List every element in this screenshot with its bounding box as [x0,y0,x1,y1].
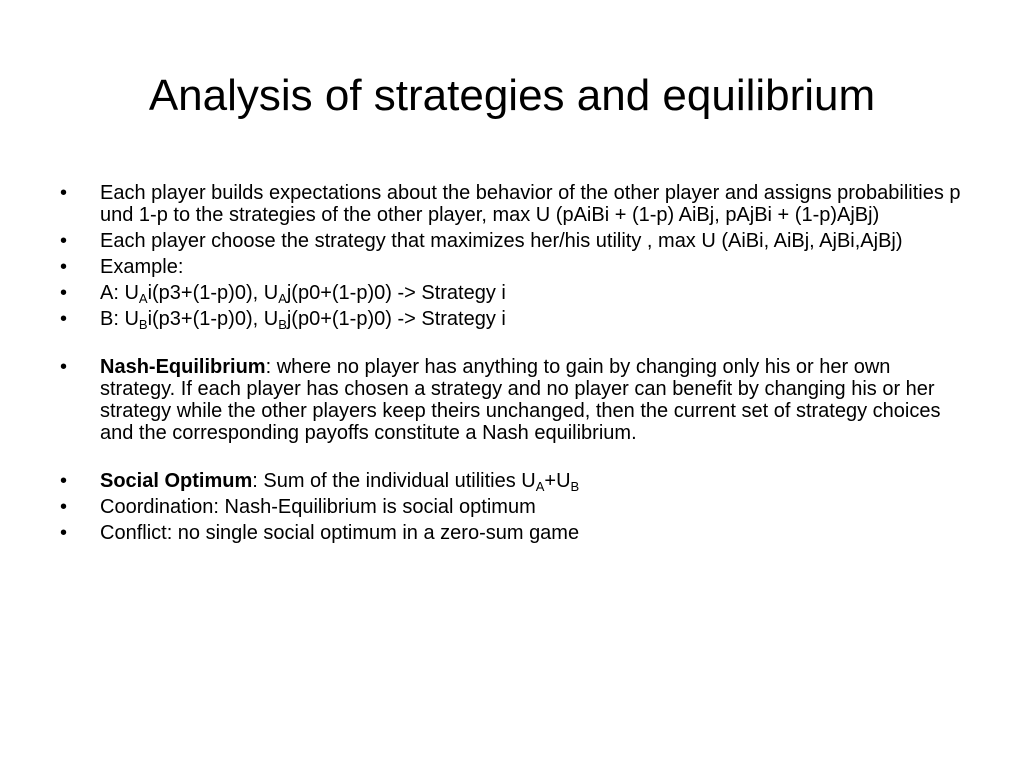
term-heading: Social Optimum [100,470,253,492]
bullet-glyph: • [60,308,68,330]
formula-middle: i(p3+(1-p)0), U [147,282,279,304]
formula-suffix: j(p0+(1-p)0) -> Strategy i [286,308,506,330]
formula-middle: i(p3+(1-p)0), U [147,308,279,330]
bullet-glyph: • [60,522,68,544]
bullet-glyph: • [60,470,68,492]
slide-title: Analysis of strategies and equilibrium [148,71,876,120]
bullet-text: : where no player has anything to gain by changing only his or her own strategy. If each player has chosen a strategy and no player can benefit by changing his or her strategy while the other players keep theirs unchanged, then the current set of strategy choices and the corresponding payoffs constitute a Nash equilibrium. [100,356,941,444]
bullet-example-a [60,282,970,304]
formula-subscript: A [535,479,545,494]
bullet-expectations [60,182,970,226]
formula-suffix: j(p0+(1-p)0) -> Strategy i [286,282,506,304]
bullet-glyph: • [60,282,68,304]
bullet-glyph: • [60,356,68,378]
formula-subscript: B [138,317,148,332]
formula-prefix: A: U [100,282,139,304]
bullet-glyph: • [60,256,68,278]
bullet-glyph: • [60,230,68,252]
bullet-maximize [60,230,970,252]
bullet-text: : Sum of the individual utilities U [252,470,536,492]
bullet-text: Conflict: no single social optimum in a zero-sum game [100,522,580,544]
bullet-text: Example: [100,256,184,278]
bullet-nash-equilibrium [60,356,970,444]
bullet-text: Each player choose the strategy that maximizes her/his utility , max U (AiBi, AiBj, AjBi,AjBj) [100,230,903,252]
bullet-example-b [60,308,970,330]
bullet-text: Each player builds expectations about the behavior of the other player and assigns probabilities p und 1-p to the strategies of the other player, max U (pAiBi + (1-p) AiBj, pAjBi + (1-p)AjBj) [100,182,961,226]
bullet-conflict [60,522,970,544]
bullet-glyph: • [60,496,68,518]
formula-subscript: B [278,317,287,332]
bullet-glyph: • [60,182,68,204]
formula-subscript: A [138,291,148,306]
bullet-list [60,182,970,548]
term-heading: Nash-Equilibrium [100,356,266,378]
bullet-example [60,256,970,278]
formula-subscript: B [570,479,580,494]
formula-subscript: A [278,291,287,306]
formula-middle: +U [544,470,571,492]
bullet-social-optimum [60,470,970,492]
bullet-coordination [60,496,970,518]
formula-prefix: B: U [100,308,139,330]
bullet-text: Coordination: Nash-Equilibrium is social optimum [100,496,536,518]
